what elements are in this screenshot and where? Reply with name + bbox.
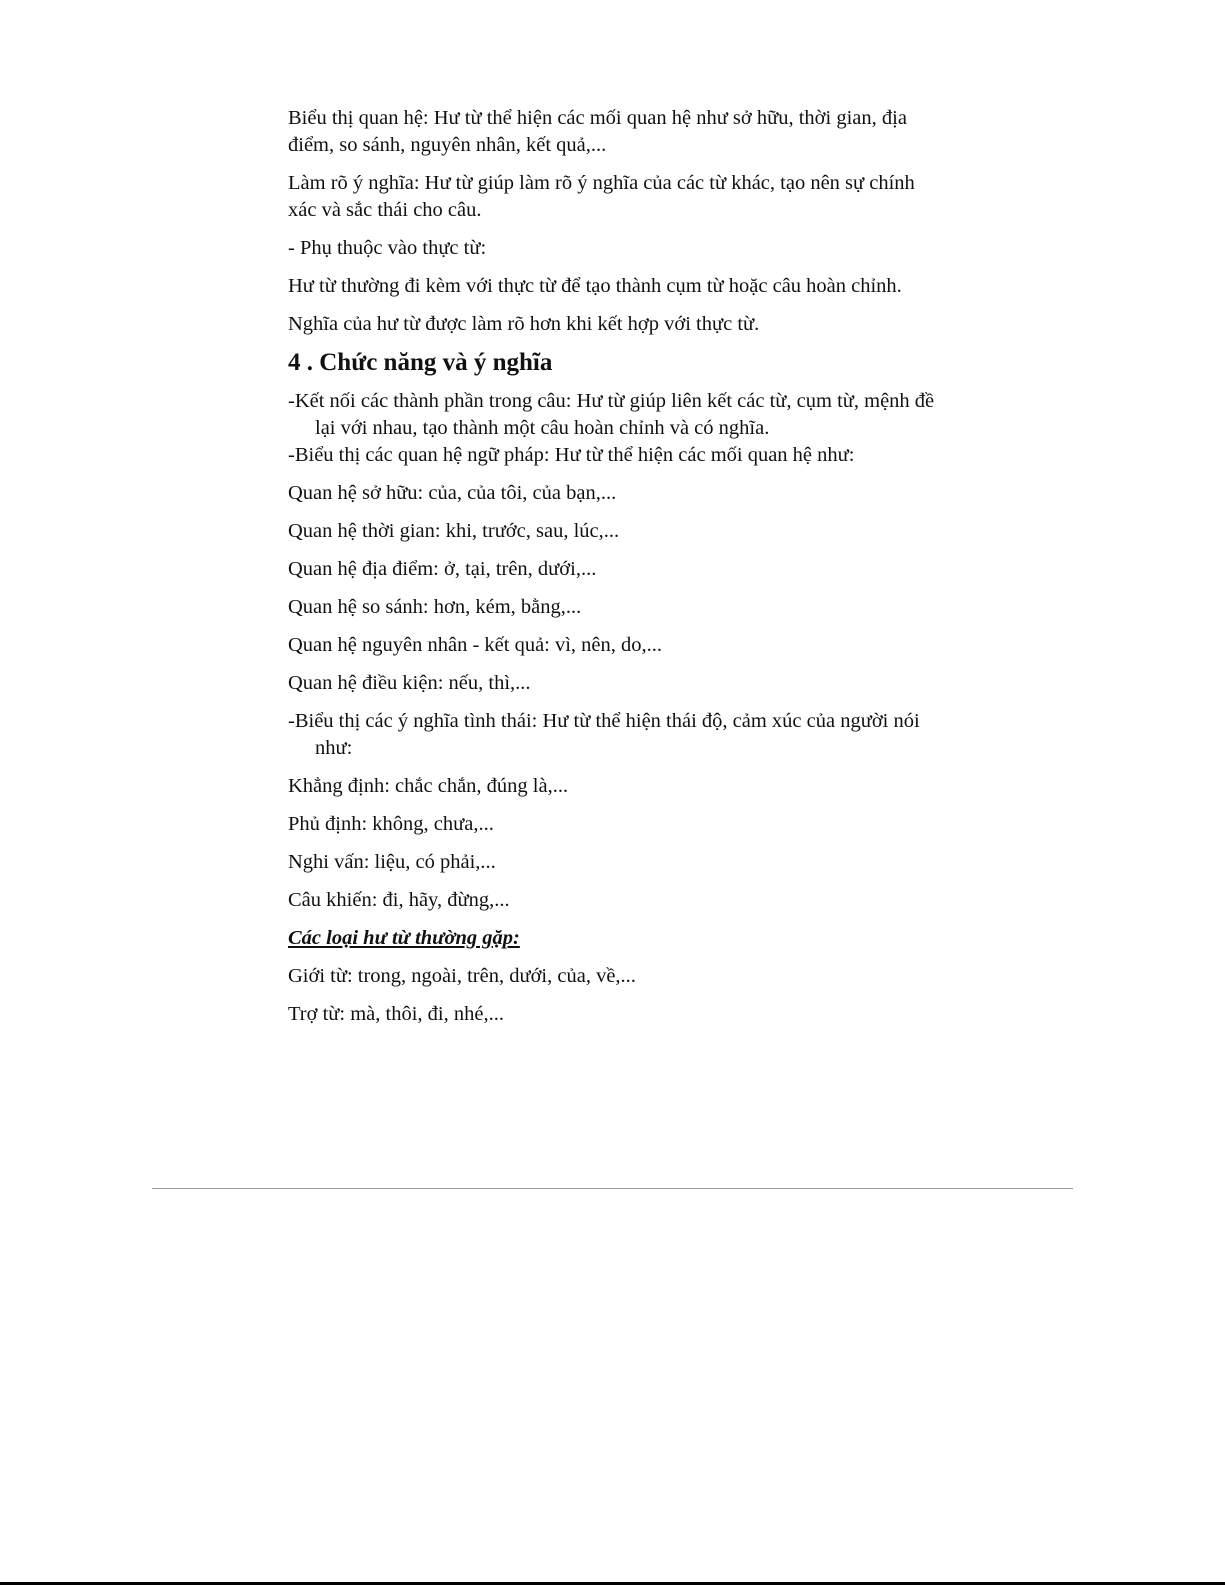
modal-meaning-item: Câu khiến: đi, hãy, đừng,... [288,889,510,911]
section-heading: 4 . Chức năng và ý nghĩa [288,349,553,376]
grammar-relation-item: Quan hệ so sánh: hơn, kém, bằng,... [288,596,582,618]
paragraph-clarify: Làm rõ ý nghĩa: Hư từ giúp làm rõ ý nghĩa của các từ khác, tạo nên sự chính xác và sắc thái cho câu. [288,172,915,221]
paragraph-dependency-2: Nghĩa của hư từ được làm rõ hơn khi kết hợp với thực từ. [288,313,760,335]
types-heading: Các loại hư từ thường gặp: [288,927,520,949]
modal-meaning-item: Phủ định: không, chưa,... [288,813,494,835]
paragraph-dependency-label: - Phụ thuộc vào thực từ: [288,237,487,259]
function-modal: -Biểu thị các ý nghĩa tình thái: Hư từ thể hiện thái độ, cảm xúc của người nói như: [288,710,920,759]
modal-meaning-item: Khẳng định: chắc chắn, đúng là,... [288,775,569,797]
grammar-relation-item: Quan hệ nguyên nhân - kết quả: vì, nên, do,... [288,634,663,656]
function-connect: -Kết nối các thành phần trong câu: Hư từ giúp liên kết các từ, cụm từ, mệnh đề lại với nhau, tạo thành một câu hoàn chỉnh và có nghĩa. [288,390,935,439]
grammar-relation-item: Quan hệ thời gian: khi, trước, sau, lúc,... [288,520,620,542]
page-divider [152,1188,1073,1189]
grammar-relation-item: Quan hệ điều kiện: nếu, thì,... [288,672,531,694]
paragraph-dependency-1: Hư từ thường đi kèm với thực từ để tạo thành cụm từ hoặc câu hoàn chỉnh. [288,275,902,297]
grammar-relation-item: Quan hệ sở hữu: của, của tôi, của bạn,... [288,482,617,504]
type-item: Trợ từ: mà, thôi, đi, nhé,... [288,1003,504,1025]
modal-meaning-item: Nghi vấn: liệu, có phải,... [288,851,496,873]
grammar-relation-item: Quan hệ địa điểm: ở, tại, trên, dưới,... [288,558,597,580]
type-item: Giới từ: trong, ngoài, trên, dưới, của, về,... [288,965,636,987]
function-grammar: -Biểu thị các quan hệ ngữ pháp: Hư từ thể hiện các mối quan hệ như: [288,444,855,466]
page-content [288,105,948,1039]
paragraph-relation: Biểu thị quan hệ: Hư từ thể hiện các mối quan hệ như sở hữu, thời gian, địa điểm, so sánh, nguyên nhân, kết quả,... [288,107,907,156]
